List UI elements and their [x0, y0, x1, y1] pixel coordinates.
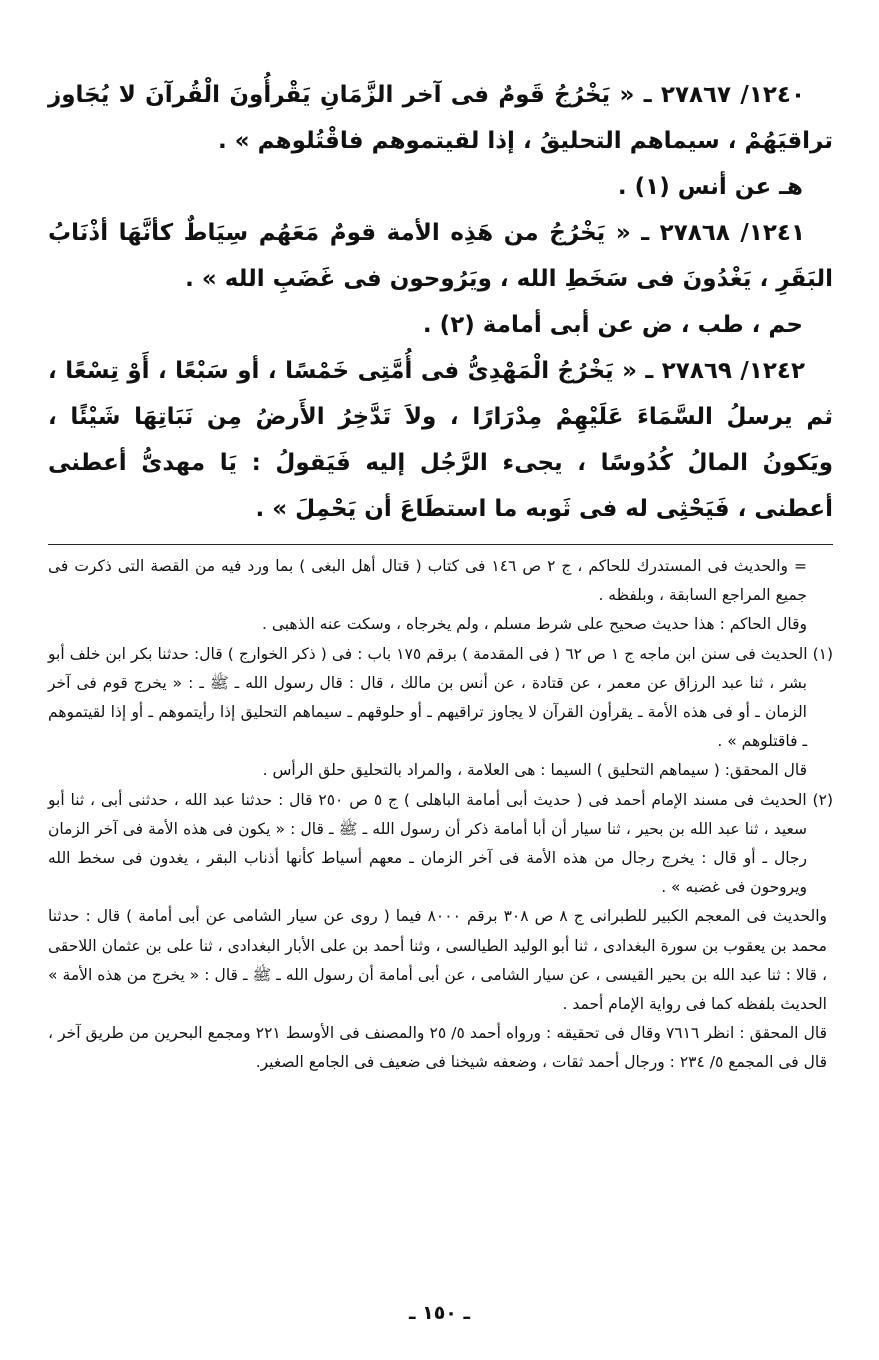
footnote-continuation: = والحديث فى المستدرك للحاكم ، ج ٢ ص ١٤٦ فى كتاب ( قتال أهل البغى ) بما ورد فيه من القصة التى ذكرت فى جميع المراجع السابقة ، وبلفظه .: [48, 557, 808, 605]
page-number: ـ ١٥٠ ـ: [408, 1302, 470, 1324]
hadith-1240-source: هـ عن أنس (١) .: [617, 174, 803, 200]
footnote-2: (٢) الحديث فى مسند الإمام أحمد فى ( حديث أبى أمامة الباهلى ) ج ٥ ص ٢٥٠ قال : حدثنا عبد الله ، حدثنى أبى ، ثنا أبو سعيد ، ثنا عبد الله بن بحير ، ثنا سيار أن أبا أمامة ذكر أن رسول الله ـ ﷺ ـ قال : « يكون فى هذه الأمة فى آخر الزمان رجال ـ أو قال : يخرج رجال من هذه الأمة فى آخر الزمان ـ معهم أسياط كأنها أذناب البقر ، يغدون فى سخط الله ويروحون فى غضبه » .: [48, 790, 833, 897]
footnotes: [48, 552, 833, 1078]
hadith-1240: ١٢٤٠/ ٢٧٨٦٧ ـ « يَخْرُجُ قَومٌ فى آخر الزَّمَانِ يَقْرأُونَ الْقُرآنَ لا يُجَاوز تراقيَهُمْ ، سيماهم التحليقُ ، إذا لقيتموهم فاقْتُلوهم » .: [48, 82, 833, 154]
footnote-2-editor-note: قال المحقق : انظر ٧٦١٦ وقال فى تحقيقه : ورواه أحمد ٥/ ٢٥ والمصنف فى الأوسط ٢٢١ ومجمع البحرين من طريق آخر ، قال فى المجمع ٥/ ٢٣٤ : ورجال أحمد ثقات ، وضعفه شيخنا فى ضعيف فى الجامع الصغير.: [48, 1024, 827, 1072]
hadith-1241-source: حم ، طب ، ض عن أبى أمامة (٢) .: [422, 312, 803, 338]
footnote-separator: [48, 544, 833, 545]
footnote-hakim-comment: وقال الحاكم : هذا حديث صحيح على شرط مسلم ، ولم يخرجاه ، وسكت عنه الذهبى .: [261, 615, 807, 634]
footnote-2-tabarani: والحديث فى المعجم الكبير للطبرانى ج ٨ ص ٣٠٨ برقم ٨٠٠٠ فيما ( روى عن سيار الشامى عن أبى أمامة ) قال : حدثنا محمد بن يعقوب بن سورة البغدادى ، ثنا أبو الوليد الطيالسى ، وثنا أحمد بن على الأبار البغدادى ، ثنا على بن عثمان اللاحقى ، قالا : ثنا عبد الله بن بحير القيسى ، عن سيار الشامى ، عن أبى أمامة أن رسول الله ـ ﷺ ـ قال : « يخرج من هذه الأمة » الحديث بلفظه كما فى رواية الإمام أحمد .: [48, 907, 827, 1014]
main-text: [48, 72, 833, 532]
footnote-1: (١) الحديث فى سنن ابن ماجه ج ١ ص ٦٢ ( فى المقدمة ) برقم ١٧٥ باب : فى ( ذكر الخوارج ) قال: حدثنا بكر ابن خلف أبو بشر ، ثنا عبد الرزاق عن معمر ، عن قتادة ، عن أنس بن مالك ، قال : قال رسول الله ـ ﷺ ـ : « يخرج قوم فى آخر الزمان ـ أو فى هذه الأمة ـ يقرأون القرآن لا يجاوز تراقيهم ـ أو حلوقهم ـ سيماهم التحليق إذا رأيتموهم ـ أو إذا لقيتموهم ـ فاقتلوهم » .: [48, 644, 834, 751]
hadith-1241: ١٢٤١/ ٢٧٨٦٨ ـ « يَخْرُجُ من هَذِه الأمة قومٌ مَعَهُم سِيَاطٌ كأنَّهَا أذْنَابُ البَقَرِ ، يَغْدُونَ فى سَخَطِ الله ، ويَرُوحون فى غَضَبِ الله » .: [48, 220, 833, 292]
footnote-1-editor-note: قال المحقق: ( سيماهم التحليق ) السيما : هى العلامة ، والمراد بالتحليق حلق الرأس .: [262, 761, 807, 780]
hadith-1242: ١٢٤٢/ ٢٧٨٦٩ ـ « يَخْرُجُ الْمَهْدِىُّ فى أُمَّتِى خَمْسًا ، أو سَبْعًا ، أَوْ تِسْعًا ، ثم يرسلُ السَّمَاءَ عَلَيْهِمْ مِدْرَارًا ، ولاَ تَدَّخِرُ الأَرضُ مِن نَبَاتِهَا شَيْئًا ، ويَكونُ المالُ كُدُوسًا ، يجىء الرَّجُل إليه فَيَقولُ : يَا مهدىُّ أعطنى أعطنى ، فَيَحْثِى له فى ثَوبه ما استطَاعَ أن يَحْمِلَ » .: [48, 358, 833, 522]
